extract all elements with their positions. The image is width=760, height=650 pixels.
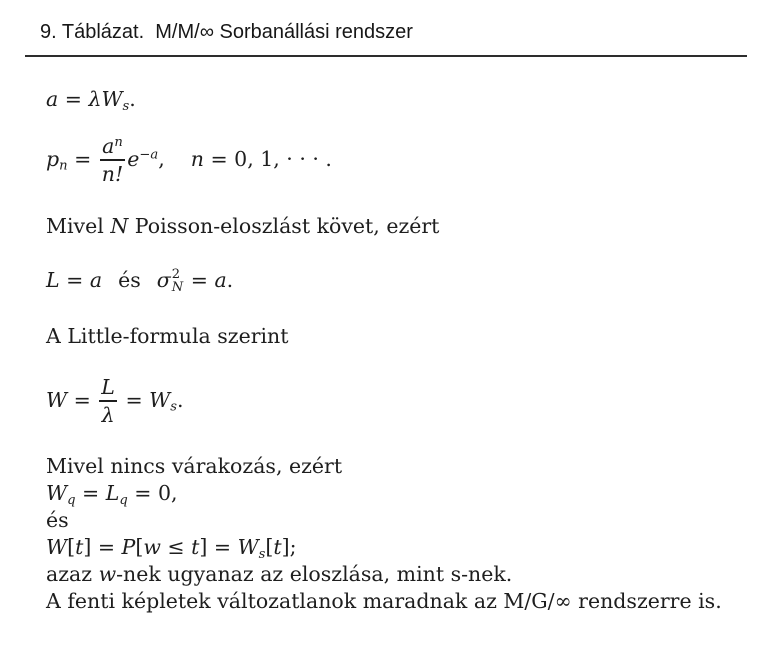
math-bracket: [ <box>265 534 274 559</box>
math-var: a <box>89 267 103 292</box>
math-var: e <box>127 146 140 171</box>
paragraph-little <box>46 324 760 348</box>
table-title: 9. Táblázat. M/M/∞ Sorbanállási rendszer <box>40 21 413 43</box>
math-subscript: q <box>67 492 76 508</box>
equation-wait-distribution <box>46 534 760 561</box>
math-superscript: 2 <box>171 267 181 282</box>
math-punct: ]; <box>281 534 297 559</box>
math-var: P <box>121 534 136 559</box>
math-subscript: n <box>59 158 68 174</box>
math-condition: = 0, 1, · · · . <box>203 146 332 171</box>
math-superscript: n <box>114 134 123 150</box>
equation-offered-load <box>46 87 760 114</box>
fraction-bar <box>100 159 125 161</box>
math-var: w <box>98 561 117 586</box>
math-var: W <box>46 387 68 412</box>
paragraph-same-distribution <box>46 561 760 588</box>
math-relation: = <box>67 146 98 171</box>
math-var: a <box>46 87 59 111</box>
math-punct: . <box>176 387 184 412</box>
math-var: σ <box>156 267 171 292</box>
paragraph-no-wait <box>46 453 760 480</box>
header-rule <box>25 55 747 57</box>
math-bracket: [ <box>135 534 144 559</box>
math-var: p <box>46 146 60 171</box>
text-run: Mivel <box>46 213 111 238</box>
math-var: λW <box>88 87 123 111</box>
closing-block <box>46 453 760 615</box>
math-var: a <box>102 134 115 158</box>
paragraph-final-note <box>46 588 760 615</box>
text-run: Poisson-eloszlást követ, ezért <box>128 213 440 238</box>
math-subscript: q <box>119 492 128 508</box>
equation-wq <box>46 480 760 507</box>
fraction-numerator: L <box>101 375 115 399</box>
math-var: L <box>105 480 120 505</box>
text-run: A Little-formula szerint <box>46 324 289 348</box>
math-var: a <box>214 267 227 292</box>
math-var: w <box>143 534 161 559</box>
fraction <box>100 135 125 186</box>
math-subscript: s <box>258 546 266 562</box>
math-superscript: −a <box>139 147 159 163</box>
conjunction: és <box>118 267 141 292</box>
table-header <box>0 0 760 44</box>
math-relation: = <box>59 267 90 292</box>
math-var: L <box>46 267 60 292</box>
math-condition-var: n <box>190 146 204 171</box>
math-relation: = <box>58 87 89 111</box>
text-run: azaz <box>46 561 99 586</box>
paragraph-conjunction <box>46 507 760 534</box>
text-run: és <box>46 507 69 532</box>
math-relation: ≤ <box>160 534 192 559</box>
math-relation: = <box>184 267 215 292</box>
math-punct: , <box>158 146 165 171</box>
text-run: A fenti képletek változatlanok maradnak az M/G/∞ rendszerre is. <box>46 588 722 613</box>
math-var: N <box>110 213 129 238</box>
math-subscript: s <box>170 399 177 415</box>
fraction-denominator: n! <box>101 161 124 186</box>
math-var: t <box>191 534 200 559</box>
fraction-denominator: λ <box>101 402 115 427</box>
fraction <box>99 376 117 427</box>
math-punct: . <box>129 87 136 111</box>
math-subscript: s <box>122 98 130 114</box>
paragraph-poisson <box>46 214 760 238</box>
math-var: t <box>75 534 84 559</box>
math-var: W <box>46 534 68 559</box>
fraction-numerator <box>100 135 125 158</box>
math-relation: ] = <box>199 534 238 559</box>
equation-little-formula <box>46 376 760 427</box>
math-relation: = <box>127 480 158 505</box>
math-var: W <box>237 534 259 559</box>
equation-mean-variance <box>46 268 760 295</box>
text-run: Mivel nincs várakozás, ezért <box>46 453 343 478</box>
supsub-stack <box>172 268 183 294</box>
math-relation: = <box>118 387 150 412</box>
math-subscript: N <box>171 280 184 295</box>
math-var: W <box>149 387 171 412</box>
math-var: t <box>273 534 282 559</box>
math-relation: ] = <box>83 534 122 559</box>
math-bracket: [ <box>67 534 76 559</box>
document-body <box>0 87 760 615</box>
text-run: -nek ugyanaz az eloszlása, mint s-nek. <box>116 561 513 586</box>
equation-poisson-pmf <box>46 135 760 186</box>
math-punct: . <box>226 267 234 292</box>
fraction-bar <box>99 400 117 402</box>
math-relation: = <box>75 480 106 505</box>
math-number: 0, <box>157 480 178 505</box>
math-var: W <box>46 480 68 505</box>
math-relation: = <box>67 387 98 412</box>
